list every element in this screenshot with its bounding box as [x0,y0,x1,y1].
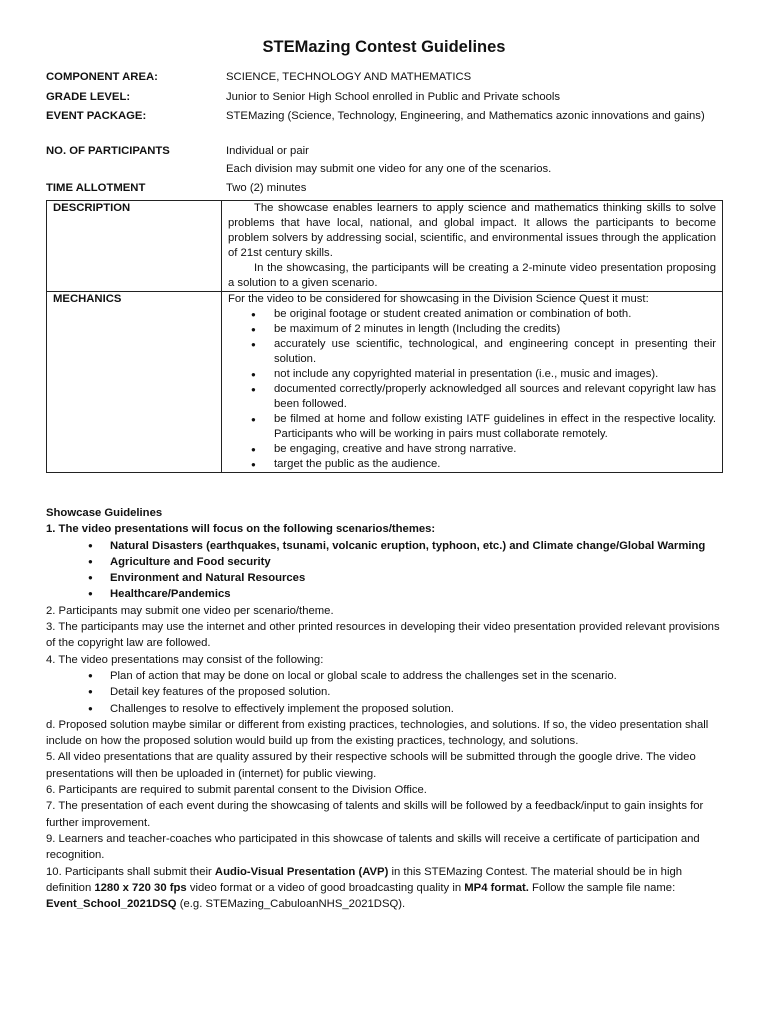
description-paragraph: In the showcasing, the participants will be creating a 2-minute video presentation proposing a solution to a given scenario. [228,262,716,289]
item10-resolution: 1280 x 720 30 fps [94,881,187,894]
description-cell [222,201,723,292]
showcase-guidelines [46,505,726,912]
list-item: ● Healthcare/Pandemics [110,586,726,602]
list-item: ● be original footage or student created animation or combination of both. [274,307,716,322]
details-table [46,200,723,473]
component-area-value: SCIENCE, TECHNOLOGY AND MATHEMATICS [226,71,472,83]
list-item: ● be maximum of 2 minutes in length (Including the credits) [274,322,716,337]
page-title: STEMazing Contest Guidelines [262,38,506,56]
mechanics-intro: For the video to be considered for showcasing in the Division Science Quest it must: [228,293,649,305]
guidelines-heading: Showcase Guidelines [46,507,163,519]
list-item: ● not include any copyrighted material in presentation (i.e., music and images). [274,367,716,382]
list-item: ● documented correctly/properly acknowledged all sources and relevant copyright law has been followed. [274,382,716,412]
time-allotment-label: TIME ALLOTMENT [46,182,146,194]
mechanics-row [47,292,723,473]
guideline-item-6: 6. Participants are required to submit parental consent to the Division Office. [46,784,427,797]
list-item: ● target the public as the audience. [274,457,716,472]
item10-text: video format or a video of good broadcasting quality in [186,881,465,894]
mechanics-label: MECHANICS [47,292,222,473]
guideline-item-9: 9. Learners and teacher-coaches who participated in this showcase of talents and skills will receive a certificate of participation and recognition. [46,832,700,862]
themes-list [46,538,726,603]
guideline-item-4: 4. The video presentations may consist of the following: [46,653,324,666]
guideline-item-d: d. Proposed solution maybe similar or different from existing practices, technologies, and solutions. If so, the video presentation shall include on how the proposed solution would build up from the existing practices, technology, and solutions. [46,718,709,748]
participants-label: NO. OF PARTICIPANTS [46,145,170,157]
list-item: ● Environment and Natural Resources [110,570,726,586]
item10-filename: Event_School_2021DSQ [46,898,177,911]
list-item: ● Agriculture and Food security [110,554,726,570]
grade-level-value: Junior to Senior High School enrolled in Public and Private schools [226,91,561,103]
event-package-label: EVENT PACKAGE: [46,110,147,122]
time-allotment-value: Two (2) minutes [226,182,307,194]
participants-note: Each division may submit one video for any one of the scenarios. [226,163,552,175]
list-item: ● Plan of action that may be done on local or global scale to address the challenges set in the scenario. [110,668,726,684]
list-item: ● Challenges to resolve to effectively implement the proposed solution. [110,701,726,717]
item10-text: Follow the sample file name: [528,881,676,894]
guideline-item-1: 1. The video presentations will focus on the following scenarios/themes: [46,523,436,536]
item10-text: (e.g. STEMazing_CabuloanNHS_2021DSQ). [176,898,406,911]
guideline-item-2: 2. Participants may submit one video per scenario/theme. [46,604,334,617]
consist-list [46,668,726,717]
component-area-label: COMPONENT AREA: [46,71,158,83]
description-paragraph: The showcase enables learners to apply science and mathematics thinking skills to solve problems that have local, national, and global impact. It allows the participants to become problem solvers by addressing social, scientific, and environmental issues through the application of 21st century skills. [228,202,716,259]
list-item: ● be engaging, creative and have strong narrative. [274,442,716,457]
guideline-item-3: 3. The participants may use the internet and other printed resources in developing their video presentation provided relevant provisions of the copyright law are followed. [46,621,720,650]
guideline-item-5: 5. All video presentations that are quality assured by their respective schools will be submitted through the google drive. The video presentations will then be uploaded in (internet) for public viewing. [46,751,696,780]
event-package-value: STEMazing (Science, Technology, Engineering, and Mathematics azonic innovations and gains) [226,110,705,122]
list-item: ● Detail key features of the proposed solution. [110,684,726,700]
mechanics-list [228,307,716,472]
participants-value: Individual or pair [226,145,309,157]
item10-text: 10. Participants shall submit their [46,865,215,878]
mechanics-cell [222,292,723,473]
list-item: ● Natural Disasters (earthquakes, tsunami, volcanic eruption, typhoon, etc.) and Climate change/Global Warming [110,538,726,554]
guideline-item-10 [46,864,726,913]
grade-level-label: GRADE LEVEL: [46,91,131,103]
list-item: ● accurately use scientific, technological, and engineering concept in presenting their solution. [274,337,716,367]
description-label: DESCRIPTION [47,201,222,292]
item10-avp: Audio-Visual Presentation (AVP) [214,865,389,878]
list-item: ● be filmed at home and follow existing IATF guidelines in effect in the respective locality. Participants who will be working in pairs must collaborate remotely. [274,412,716,442]
guideline-item-7: 7. The presentation of each event during the showcasing of talents and skills will be followed by a feedback/input to gain insights for further improvement. [46,800,704,829]
item10-format: MP4 format. [464,881,529,894]
description-row [47,201,723,292]
item10-text: in this STEMazing Contest. The material should be in high definition [46,865,683,894]
